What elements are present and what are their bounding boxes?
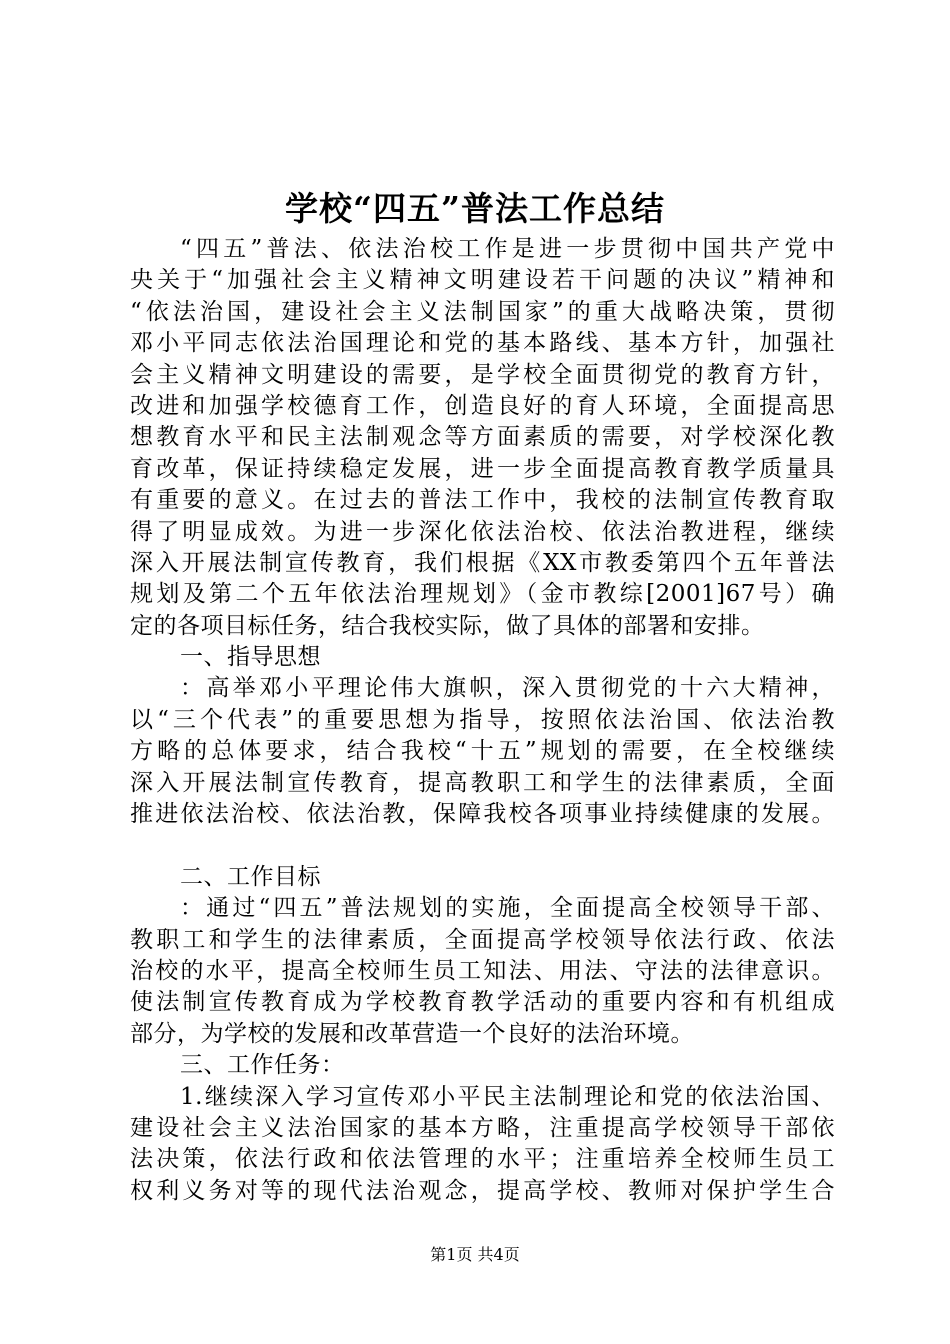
text-line: 会主义精神文明建设的需要，是学校全面贯彻党的教育方针， [130,361,835,388]
text-line: 得了明显成效。为进一步深化依法治校、依法治教进程，继续 [130,518,835,545]
blank-line [130,830,835,861]
text-line: “依法治国，建设社会主义法制国家”的重大战略决策，贯彻 [130,298,835,325]
page-number-footer: 第1页 共4页 [430,1245,520,1264]
text-line: 教职工和学生的法律素质，全面提高学校领导依法行政、依法 [130,926,835,953]
text-line: 建设社会主义法治国家的基本方略，注重提高学校领导干部依 [130,1114,835,1141]
text-line: 改进和加强学校德育工作，创造良好的育人环境，全面提高思 [130,392,835,419]
section-heading-guiding-thought: 一、指导思想 [180,644,321,671]
text-line: 育改革，保证持续稳定发展，进一步全面提高教育教学质量具 [130,455,835,482]
text-line: 定的各项目标任务，结合我校实际，做了具体的部署和安排。 [130,612,765,639]
section-heading-work-goals: 二、工作目标 [180,863,321,890]
text-line: 权利义务对等的现代法治观念，提高学校、教师对保护学生合 [130,1177,835,1204]
text-line: 央关于“加强社会主义精神文明建设若干问题的决议”精神和 [130,267,835,294]
text-line: 方略的总体要求，结合我校“十五”规划的需要，在全校继续 [130,738,835,765]
text-line: 想教育水平和民主法制观念等方面素质的需要，对学校深化教 [130,424,835,451]
text-line: “四五”普法、依法治校工作是进一步贯彻中国共产党中 [180,236,835,262]
text-line: 推进依法治校、依法治教，保障我校各项事业持续健康的发展。 [130,801,835,828]
text-line: 规划及第二个五年依法治理规划》（金市教综[2001]67号）确 [130,581,835,608]
section-heading-work-tasks: 三、工作任务： [180,1052,345,1079]
text-line: ：高举邓小平理论伟大旗帜，深入贯彻党的十六大精神， [180,675,835,702]
text-line: 治校的水平，提高全校师生员工知法、用法、守法的法律意识。 [130,957,835,984]
text-line: 部分，为学校的发展和改革营造一个良好的法治环境。 [130,1020,694,1047]
text-line: 1.继续深入学习宣传邓小平民主法制理论和党的依法治国、 [180,1083,835,1110]
document-body [130,234,835,1207]
document-title: 学校“四五”普法工作总结 [285,189,665,228]
text-line: 深入开展法制宣传教育，我们根据《XX市教委第四个五年普法 [130,549,835,576]
text-line: ：通过“四五”普法规划的实施，全面提高全校领导干部、 [180,895,835,922]
text-line: 有重要的意义。在过去的普法工作中，我校的法制宣传教育取 [130,487,835,514]
text-line: 深入开展法制宣传教育，提高教职工和学生的法律素质，全面 [130,769,835,796]
text-line: 以“三个代表”的重要思想为指导，按照依法治国、依法治教 [130,706,835,733]
text-line: 邓小平同志依法治国理论和党的基本路线、基本方针，加强社 [130,330,835,357]
text-line: 使法制宣传教育成为学校教育教学活动的重要内容和有机组成 [130,989,835,1016]
text-line: 法决策，依法行政和依法管理的水平；注重培养全校师生员工 [130,1146,835,1173]
